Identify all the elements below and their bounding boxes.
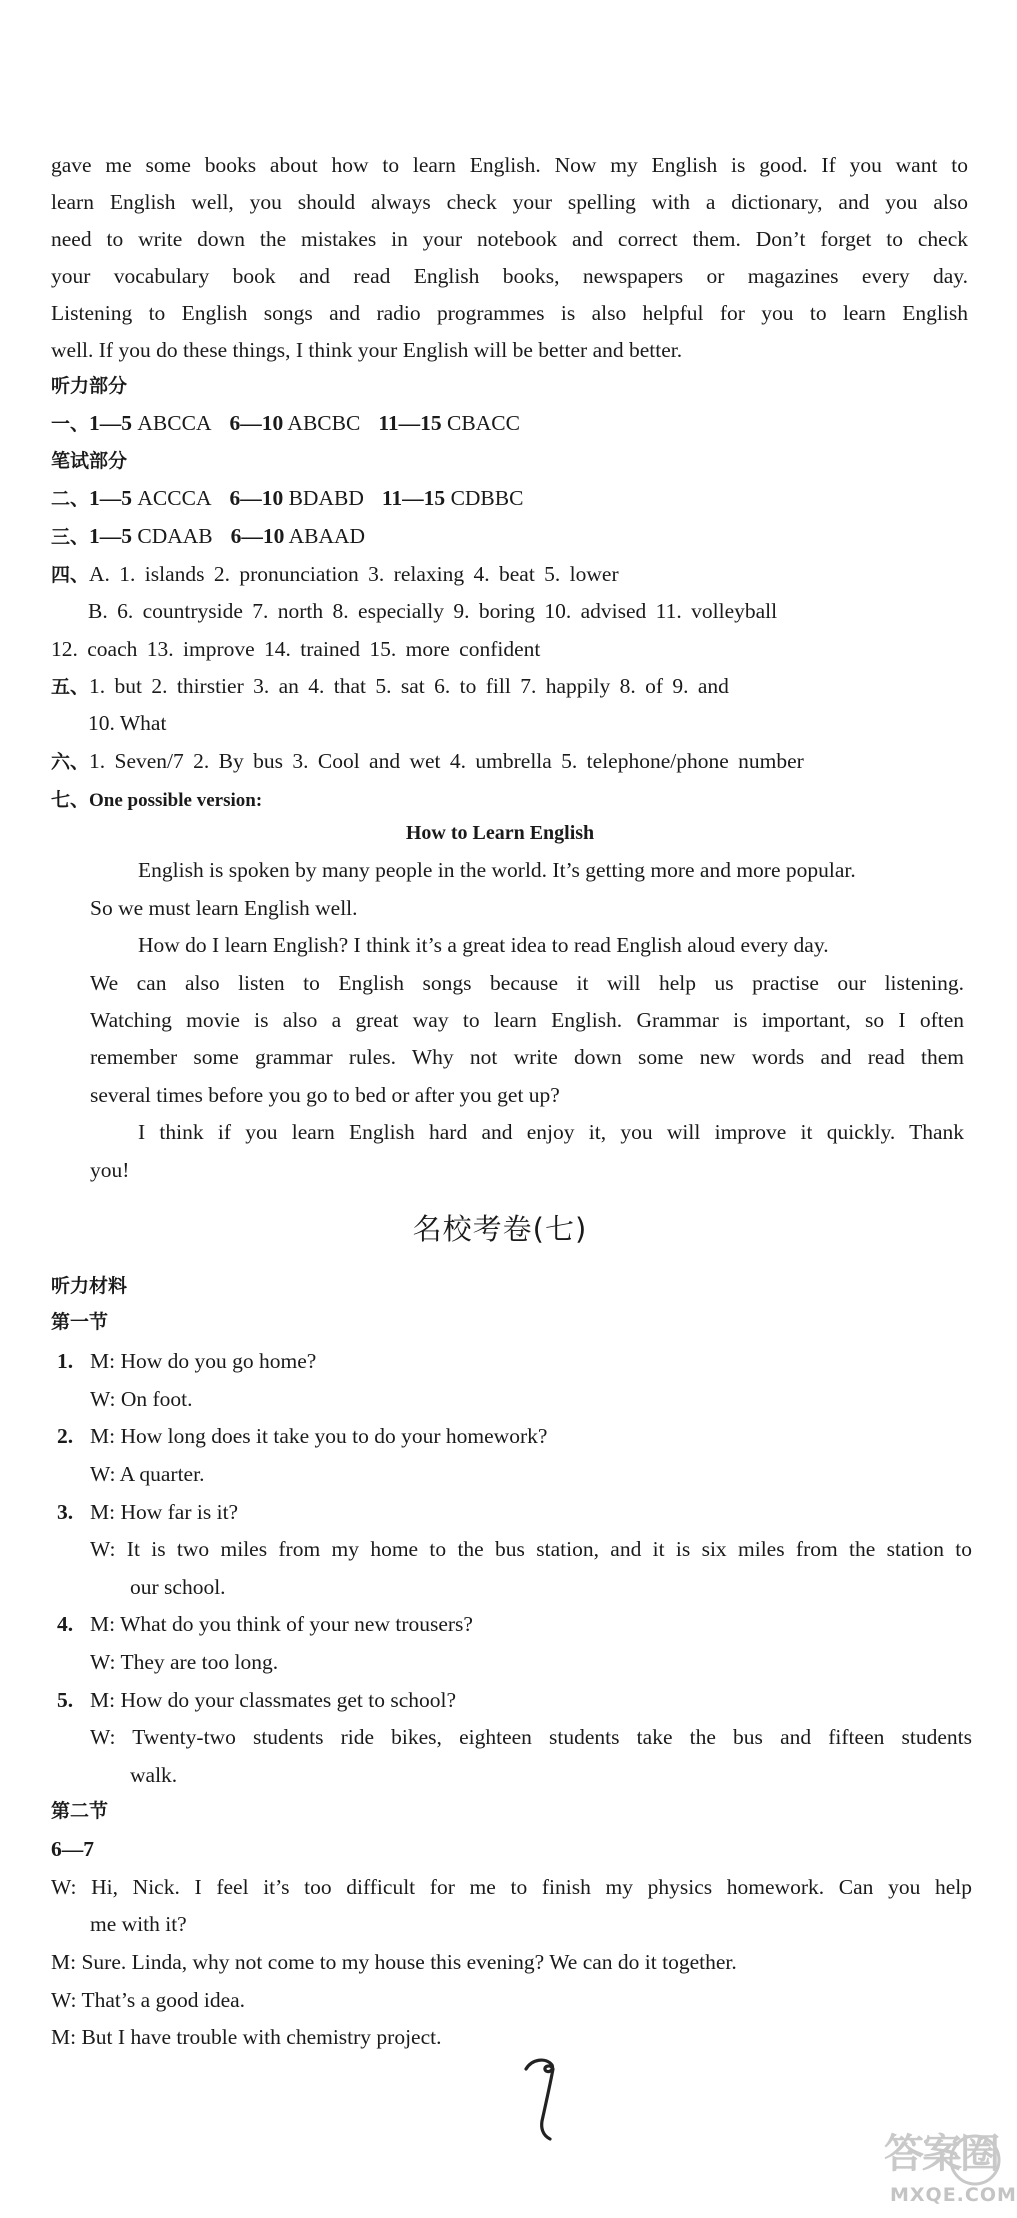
- watermark-text: 答案圈: [884, 2131, 998, 2177]
- dialogue-3-w-cont: our school.: [130, 1575, 226, 1599]
- para1-line-5: Listening to English songs and radio programmes is also helpful for you to learn English: [51, 301, 968, 325]
- dialogue-5-number: 5.: [57, 1688, 74, 1712]
- answer-5-label: 五、: [51, 676, 90, 698]
- conv-line-5: M: But I have trouble with chemistry project.: [51, 2025, 442, 2049]
- dialogue-2-m: M: How long does it take you to do your homework?: [90, 1424, 548, 1448]
- answer-row-5: 五、1. but 2. thirstier 3. an 4. that 5. sat 6. to fill 7. happily 8. of 9. and: [51, 674, 729, 698]
- answer-row-2: 二、1—5 ACCCA 6—10 BDABD 11—15 CDBBC: [51, 486, 524, 510]
- watermark-logo: [880, 2120, 1017, 2212]
- essay-p2-line-5: several times before you go to bed or after you get up?: [90, 1083, 560, 1107]
- answer-row-7: 七、One possible version:: [51, 789, 263, 811]
- conv-line-1: W: Hi, Nick. I feel it’s too difficult for me to finish my physics homework. Can you help: [51, 1875, 972, 1899]
- dialogue-2-number: 2.: [57, 1424, 74, 1448]
- answer-row-6: 六、1. Seven/7 2. By bus 3. Cool and wet 4. umbrella 5. telephone/phone number: [51, 749, 804, 773]
- essay-p3-line-2: you!: [90, 1158, 130, 1182]
- answer-row-4: 四、A. 1. islands 2. pronunciation 3. relaxing 4. beat 5. lower: [51, 562, 619, 586]
- para1-line-3: need to write down the mistakes in your notebook and correct them. Don’t forget to check: [51, 227, 968, 251]
- conv-line-4: W: That’s a good idea.: [51, 1988, 246, 2012]
- essay-p1-line-2: So we must learn English well.: [90, 896, 358, 920]
- dialogue-4-number: 4.: [57, 1612, 74, 1636]
- answer-row-5b: 10. What: [88, 711, 167, 735]
- essay-p1-line-1: English is spoken by many people in the world. It’s getting more and more popular.: [138, 858, 856, 882]
- essay-p2-line-4: remember some grammar rules. Why not write down some new words and read them: [90, 1045, 964, 1069]
- essay-p2-line-3: Watching movie is also a great way to learn English. Grammar is important, so I often: [90, 1008, 964, 1032]
- para1-line-4: your vocabulary book and read English books, newspapers or magazines every day.: [51, 264, 968, 288]
- dialogue-5-w-cont: walk.: [130, 1763, 178, 1787]
- handwritten-mark-icon: [520, 2055, 560, 2145]
- part2-range: 6—7: [51, 1837, 94, 1861]
- dialogue-3-m: M: How far is it?: [90, 1500, 239, 1524]
- answer-3-label: 三、: [51, 526, 90, 548]
- written-heading: 笔试部分: [51, 450, 128, 472]
- answer-row-1: 一、1—5 ABCCA 6—10 ABCBC 11—15 CBACC: [51, 411, 520, 435]
- dialogue-3-number: 3.: [57, 1500, 74, 1524]
- para1-line-6: well. If you do these things, I think your English will be better and better.: [51, 338, 683, 362]
- answer-7-label: 七、: [51, 789, 90, 811]
- dialogue-1-w: W: On foot.: [90, 1387, 193, 1411]
- conv-line-2: me with it?: [90, 1912, 187, 1936]
- listening-heading: 听力部分: [51, 375, 128, 397]
- dialogue-4-m: M: What do you think of your new trousers?: [90, 1612, 473, 1636]
- dialogue-4-w: W: They are too long.: [90, 1650, 279, 1674]
- answer-2-label: 二、: [51, 488, 90, 510]
- essay-title: How to Learn English: [405, 822, 595, 844]
- conv-line-3: M: Sure. Linda, why not come to my house this evening? We can do it together.: [51, 1950, 737, 1974]
- dialogue-5-m: M: How do your classmates get to school?: [90, 1688, 457, 1712]
- dialogue-1-number: 1.: [57, 1349, 74, 1373]
- dialogue-5-w: W: Twenty-two students ride bikes, eighteen students take the bus and fifteen students: [90, 1725, 972, 1749]
- para1-line-1: gave me some books about how to learn English. Now my English is good. If you want to: [51, 153, 968, 177]
- answer-row-4b: B. 6. countryside 7. north 8. especially 9. boring 10. advised 11. volleyball: [88, 599, 778, 623]
- dialogue-1-m: M: How do you go home?: [90, 1349, 317, 1373]
- part1-heading: 第一节: [51, 1311, 109, 1333]
- answer-4-label: 四、: [51, 564, 90, 586]
- part2-heading: 第二节: [51, 1800, 109, 1822]
- answer-row-3: 三、1—5 CDAAB 6—10 ABAAD: [51, 524, 366, 548]
- material-heading: 听力材料: [51, 1275, 128, 1297]
- para1-line-2: learn English well, you should always check your spelling with a dictionary, and you also: [51, 190, 968, 214]
- answer-1-label: 一、: [51, 413, 90, 435]
- dialogue-3-w: W: It is two miles from my home to the bus station, and it is six miles from the station to: [90, 1537, 972, 1561]
- answer-6-label: 六、: [51, 751, 90, 773]
- essay-p2-line-1: How do I learn English? I think it’s a great idea to read English aloud every day.: [138, 933, 829, 957]
- essay-p2-line-2: We can also listen to English songs because it will help us practise our listening.: [90, 971, 964, 995]
- dialogue-2-w: W: A quarter.: [90, 1462, 205, 1486]
- section-title: 名校考卷(七): [412, 1212, 588, 1246]
- watermark-url: MXQE.COM: [890, 2184, 1017, 2206]
- essay-p3-line-1: I think if you learn English hard and enjoy it, you will improve it quickly. Thank: [138, 1120, 964, 1144]
- answer-row-4c: 12. coach 13. improve 14. trained 15. more confident: [51, 637, 541, 661]
